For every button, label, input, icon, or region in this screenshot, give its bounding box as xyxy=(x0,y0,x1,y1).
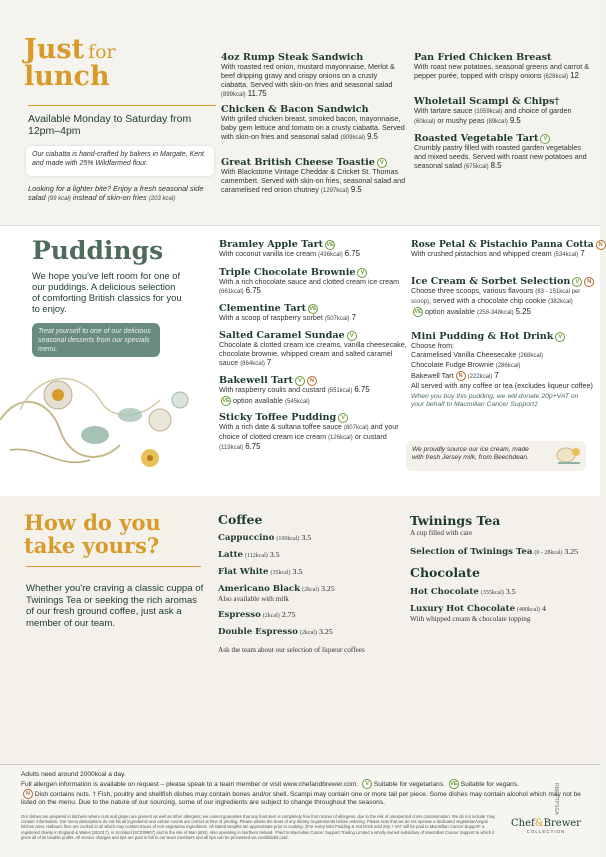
item-name: Mini Pudding & Hot Drink V xyxy=(411,331,593,342)
print-code: RBE3-TPSGA xyxy=(553,783,559,815)
item-desc: With raspberry coulis and custard (551kcal) 6.75 VE option available (545kcal) xyxy=(219,385,370,405)
lunch-divider xyxy=(28,105,216,106)
vegetarian-icon: V xyxy=(555,332,565,342)
vegetarian-icon: V xyxy=(572,277,582,287)
coffee-item: Americano Black (2kcal) 3.25 xyxy=(218,584,335,594)
macmillan-note: When you buy this pudding, we will donate 20p+VAT on your behalf to Macmillan Cancer Support‡ xyxy=(411,392,579,408)
coffee-item: Double Espresso (2kcal) 3.25 xyxy=(218,626,333,637)
specials-bubble-text: Treat yourself to one of our delicious seasonal desserts from our specials menu. xyxy=(38,328,151,353)
tea-title: Twinings Tea xyxy=(410,513,501,528)
item-name: Salted Caramel Sundae V xyxy=(219,330,407,341)
lighter-bite-note: Looking for a lighter bite? Enjoy a fresh seasonal side salad (99 kcal) instead of skin-on fries (203 kcal) xyxy=(28,184,204,202)
drinks-title-line-2: take yours? xyxy=(24,533,160,558)
item-desc: With tartare sauce (1059kcal) and choice of garden (60kcal) or mushy peas (89kcal) 9.5 xyxy=(414,106,572,125)
item-name: Bramley Apple Tart VE xyxy=(219,239,334,250)
puddings-title: Puddings xyxy=(32,236,164,265)
coffee-item-sub: Also available with milk xyxy=(218,595,289,603)
item-desc: Choose three scoops, various flavours (83 - 151kcal per scoop), served with a chocolate chip cookie (382kcal) VE option available (258-348kcal) 5.25 xyxy=(411,286,581,316)
footer-small-print: Our dishes are prepared in kitchens where nuts and gluten are present as well as other allergens; we cannot guarantee that any food item is completely free from traces of allergens, due to the risk of unexpected cross contamination. We do not include 'may contain' information. Our menu descriptions do not list all ingredients and calorie counts are correct at time of printing. Please advise the team of any dietary requirements before ordering. Please note that we do not operate a dedicated vegetarian/vegan kitchen area. Halloumi fries are cooked in oil which may contain traces of non-vegetarian ingredients. All stated weights are approximate prior to cooking. ‡For every Mini Pudding & Hot Drink sold 20p + VAT will be paid to Macmillan Cancer Support* a registered charity in England & Wales (261017), in Scotland (SC039907) and in the Isle of Man (604). Also operating in Northern Ireland. *Paid to Macmillan Cancer Support Trading Limited a wholly owned subsidiary of Macmillan Cancer Support to which it gives all of its taxable profits. All service charges and tips are paid in full to our team members and all tips can be processed via credit/debit card. xyxy=(21,814,496,840)
drinks-divider xyxy=(26,566,201,567)
lunch-item xyxy=(414,52,590,82)
vegan-icon: VE xyxy=(326,242,334,248)
item-name: Ice Cream & Sorbet Selection V N xyxy=(411,276,593,287)
pudding-item xyxy=(411,239,603,260)
coffee-title: Coffee xyxy=(218,512,263,527)
nuts-icon: N xyxy=(584,277,594,287)
pudding-item xyxy=(219,375,407,407)
vegetarian-icon: V xyxy=(540,134,550,144)
vegan-icon: VE xyxy=(222,397,230,404)
item-name: Rose Petal & Pistachio Panna Cotta N xyxy=(411,239,593,250)
item-desc: With roast new potatoes, seasonal greens and carrot & pepper purée, topped with crispy onions (628kcal) 12 xyxy=(414,62,589,80)
item-desc: With a scoop of raspberry sorbet (507kcal) 7 xyxy=(219,313,356,322)
item-name: Great British Cheese Toastie V xyxy=(221,157,406,168)
lunch-item xyxy=(221,104,406,143)
item-desc: With crushed pistachios and whipped cream (534kcal) 7 xyxy=(411,249,585,258)
vegan-icon: VE xyxy=(414,308,422,315)
ciabatta-note: Our ciabatta is hand-crafted by bakers in Margate, Kent and made with 25% Wildfarmed flour. xyxy=(32,151,204,167)
nuts-icon: N xyxy=(23,789,33,799)
puddings-intro: We hope you've left room for one of our puddings. A delicious selection of comforting British classics for you to enjoy. xyxy=(32,270,182,314)
footer-nuts: N Dish contains nuts. † Fish, poultry and shellfish dishes may contain bones and/or shell. Scampi may contain one or more tail per piece. Some dishes may contain alcohol which may not be listed on the menu. Due to the nature of our sourcing, some of our ingredients are subject to change throughout the seasons. xyxy=(21,791,581,806)
lunch-title-just: Just xyxy=(24,34,85,65)
ciabatta-note-box xyxy=(26,146,214,176)
item-desc: Choose from: Caramelised Vanilla Cheesecake (268kcal) Chocolate Fudge Brownie (286kcal) Bakewell Tart N (222kcal) 7 All served with any coffee or tea (excludes liqueur coffee) xyxy=(411,341,593,390)
pudding-item xyxy=(219,303,407,324)
item-name: Chicken & Bacon Sandwich xyxy=(221,104,369,115)
brand-subtitle: COLLECTION xyxy=(526,829,566,834)
drinks-intro: Whether you're craving a classic cuppa of Twinings Tea or seeking the rich aromas of our fresh ground coffee, just ask a member of our team. xyxy=(26,583,204,629)
tea-item: Selection of Twinings Tea (0 - 28kcal) 3.25 xyxy=(410,547,579,557)
ice-cream-note-box xyxy=(406,441,586,471)
footer-adults: Adults need around 2000kcal a day. xyxy=(21,771,126,778)
pudding-item xyxy=(411,331,593,409)
lunch-title-for: for xyxy=(88,41,116,63)
item-name: Clementine Tart VE xyxy=(219,303,317,314)
item-desc: With coconut vanilla ice cream (436kcal) 6.75 xyxy=(219,249,360,258)
chocolate-title: Chocolate xyxy=(410,565,480,580)
coffee-item: Cappuccino (100kcal) 3.5 xyxy=(218,533,312,543)
brand-wordmark: Chef&Brewer xyxy=(511,818,581,829)
pudding-item xyxy=(219,239,407,260)
coffee-list xyxy=(218,533,403,655)
pudding-item xyxy=(219,412,407,453)
item-name: 4oz Rump Steak Sandwich xyxy=(221,52,364,63)
footer-info xyxy=(21,771,591,807)
tea-subtitle: A cup filled with care xyxy=(410,529,473,537)
item-name: Bakewell Tart V N xyxy=(219,375,407,386)
chocolate-item: Hot Chocolate (355kcal) 3.5 xyxy=(410,587,516,597)
drinks-title-line-1: How do you xyxy=(24,510,161,535)
item-name: Pan Fried Chicken Breast xyxy=(414,52,552,63)
liqueur-note: Ask the team about our selection of liqueur coffees xyxy=(218,645,365,654)
vegetarian-icon: V xyxy=(338,413,348,423)
item-desc: Chocolate & clotted cream ice creams, vanilla cheesecake, chocolate brownie, whipped cream and salted caramel sauce (864kcal) 7 xyxy=(219,340,407,367)
vegetarian-icon: V xyxy=(377,158,387,168)
lunch-item xyxy=(221,52,406,100)
item-name: Triple Chocolate Brownie V xyxy=(219,267,407,278)
vegetarian-icon: V xyxy=(347,331,357,341)
item-desc: With a rich chocolate sauce and clotted cream ice cream (661kcal) 6.75 xyxy=(219,277,400,295)
pudding-item xyxy=(411,276,593,318)
lunch-item xyxy=(414,133,590,172)
ice-cream-note: We proudly source our ice cream, made with fresh Jersey milk, from Beechdean. xyxy=(412,446,529,461)
nuts-icon: N xyxy=(307,376,317,386)
lunch-item xyxy=(221,157,406,196)
item-name: Sticky Toffee Pudding V xyxy=(219,412,407,423)
coffee-item: Espresso (2kcal) 2.75 xyxy=(218,609,296,620)
item-desc: With a rich date & sultana toffee sauce (807kcal) and your choice of clotted cream ice cream (126kcal) or custard (119kcal) 6.75 xyxy=(219,422,399,451)
item-name: Wholetail Scampi & Chips† xyxy=(414,96,560,107)
coffee-item: Flat White (35kcal) 3.5 xyxy=(218,567,303,577)
lunch-title xyxy=(24,36,214,90)
item-desc: Crumbly pastry filled with roasted garden vegetables and mixed seeds. Served with roast new potatoes and seasonal salad (675kcal) 8.5 xyxy=(414,143,587,170)
footer-allergen: Full allergen information is available on request – please speak to a team member or visit www.chefandbrewer.com. V Suitable for vegetarians. VE Suitable for vegans. xyxy=(21,781,519,788)
ice-cream-icon xyxy=(554,443,584,469)
chocolate-item-sub: With whipped cream & chocolate topping xyxy=(410,615,531,623)
vegetarian-icon: V xyxy=(357,268,367,278)
coffee-item: Latte (112kcal) 3.5 xyxy=(218,550,280,560)
lunch-title-lunch: lunch xyxy=(24,61,110,92)
pudding-item xyxy=(219,267,407,297)
lunch-item xyxy=(414,96,590,127)
vegan-icon: VE xyxy=(450,781,458,787)
nuts-icon: N xyxy=(456,371,466,381)
item-desc: With Blackstone Vintage Cheddar & Cricket St. Thomas camembert. Served with skin-on fries, seasonal salad and caramelised red onion chutney (1297kcal) 9.5 xyxy=(221,167,406,194)
item-desc: With roasted red onion, mustard mayonnaise, Merlot & beef dripping gravy and crispy onions on a crusty ciabatta. Served with skin-on fries and seasonal salad (899kcal) 11.75 xyxy=(221,62,395,98)
vegetarian-icon: V xyxy=(362,779,372,789)
pudding-item xyxy=(219,330,407,369)
item-name: Roasted Vegetable Tart V xyxy=(414,133,590,144)
vegetarian-icon: V xyxy=(295,376,305,386)
floral-illustration xyxy=(0,350,205,480)
nuts-icon: N xyxy=(596,240,606,250)
drinks-title xyxy=(24,511,161,557)
item-desc: With grilled chicken breast, smoked bacon, mayonnaise, baby gem lettuce and tomato on a crusty ciabatta. Served with skin-on fries and seasonal salad (909kcal) 9.5 xyxy=(221,114,405,141)
chocolate-item: Luxury Hot Chocolate (480kcal) 4 xyxy=(410,604,546,614)
vegan-icon: VE xyxy=(309,306,317,312)
brand-logo xyxy=(506,818,586,834)
lunch-availability: Available Monday to Saturday from 12pm–4pm xyxy=(28,113,192,137)
